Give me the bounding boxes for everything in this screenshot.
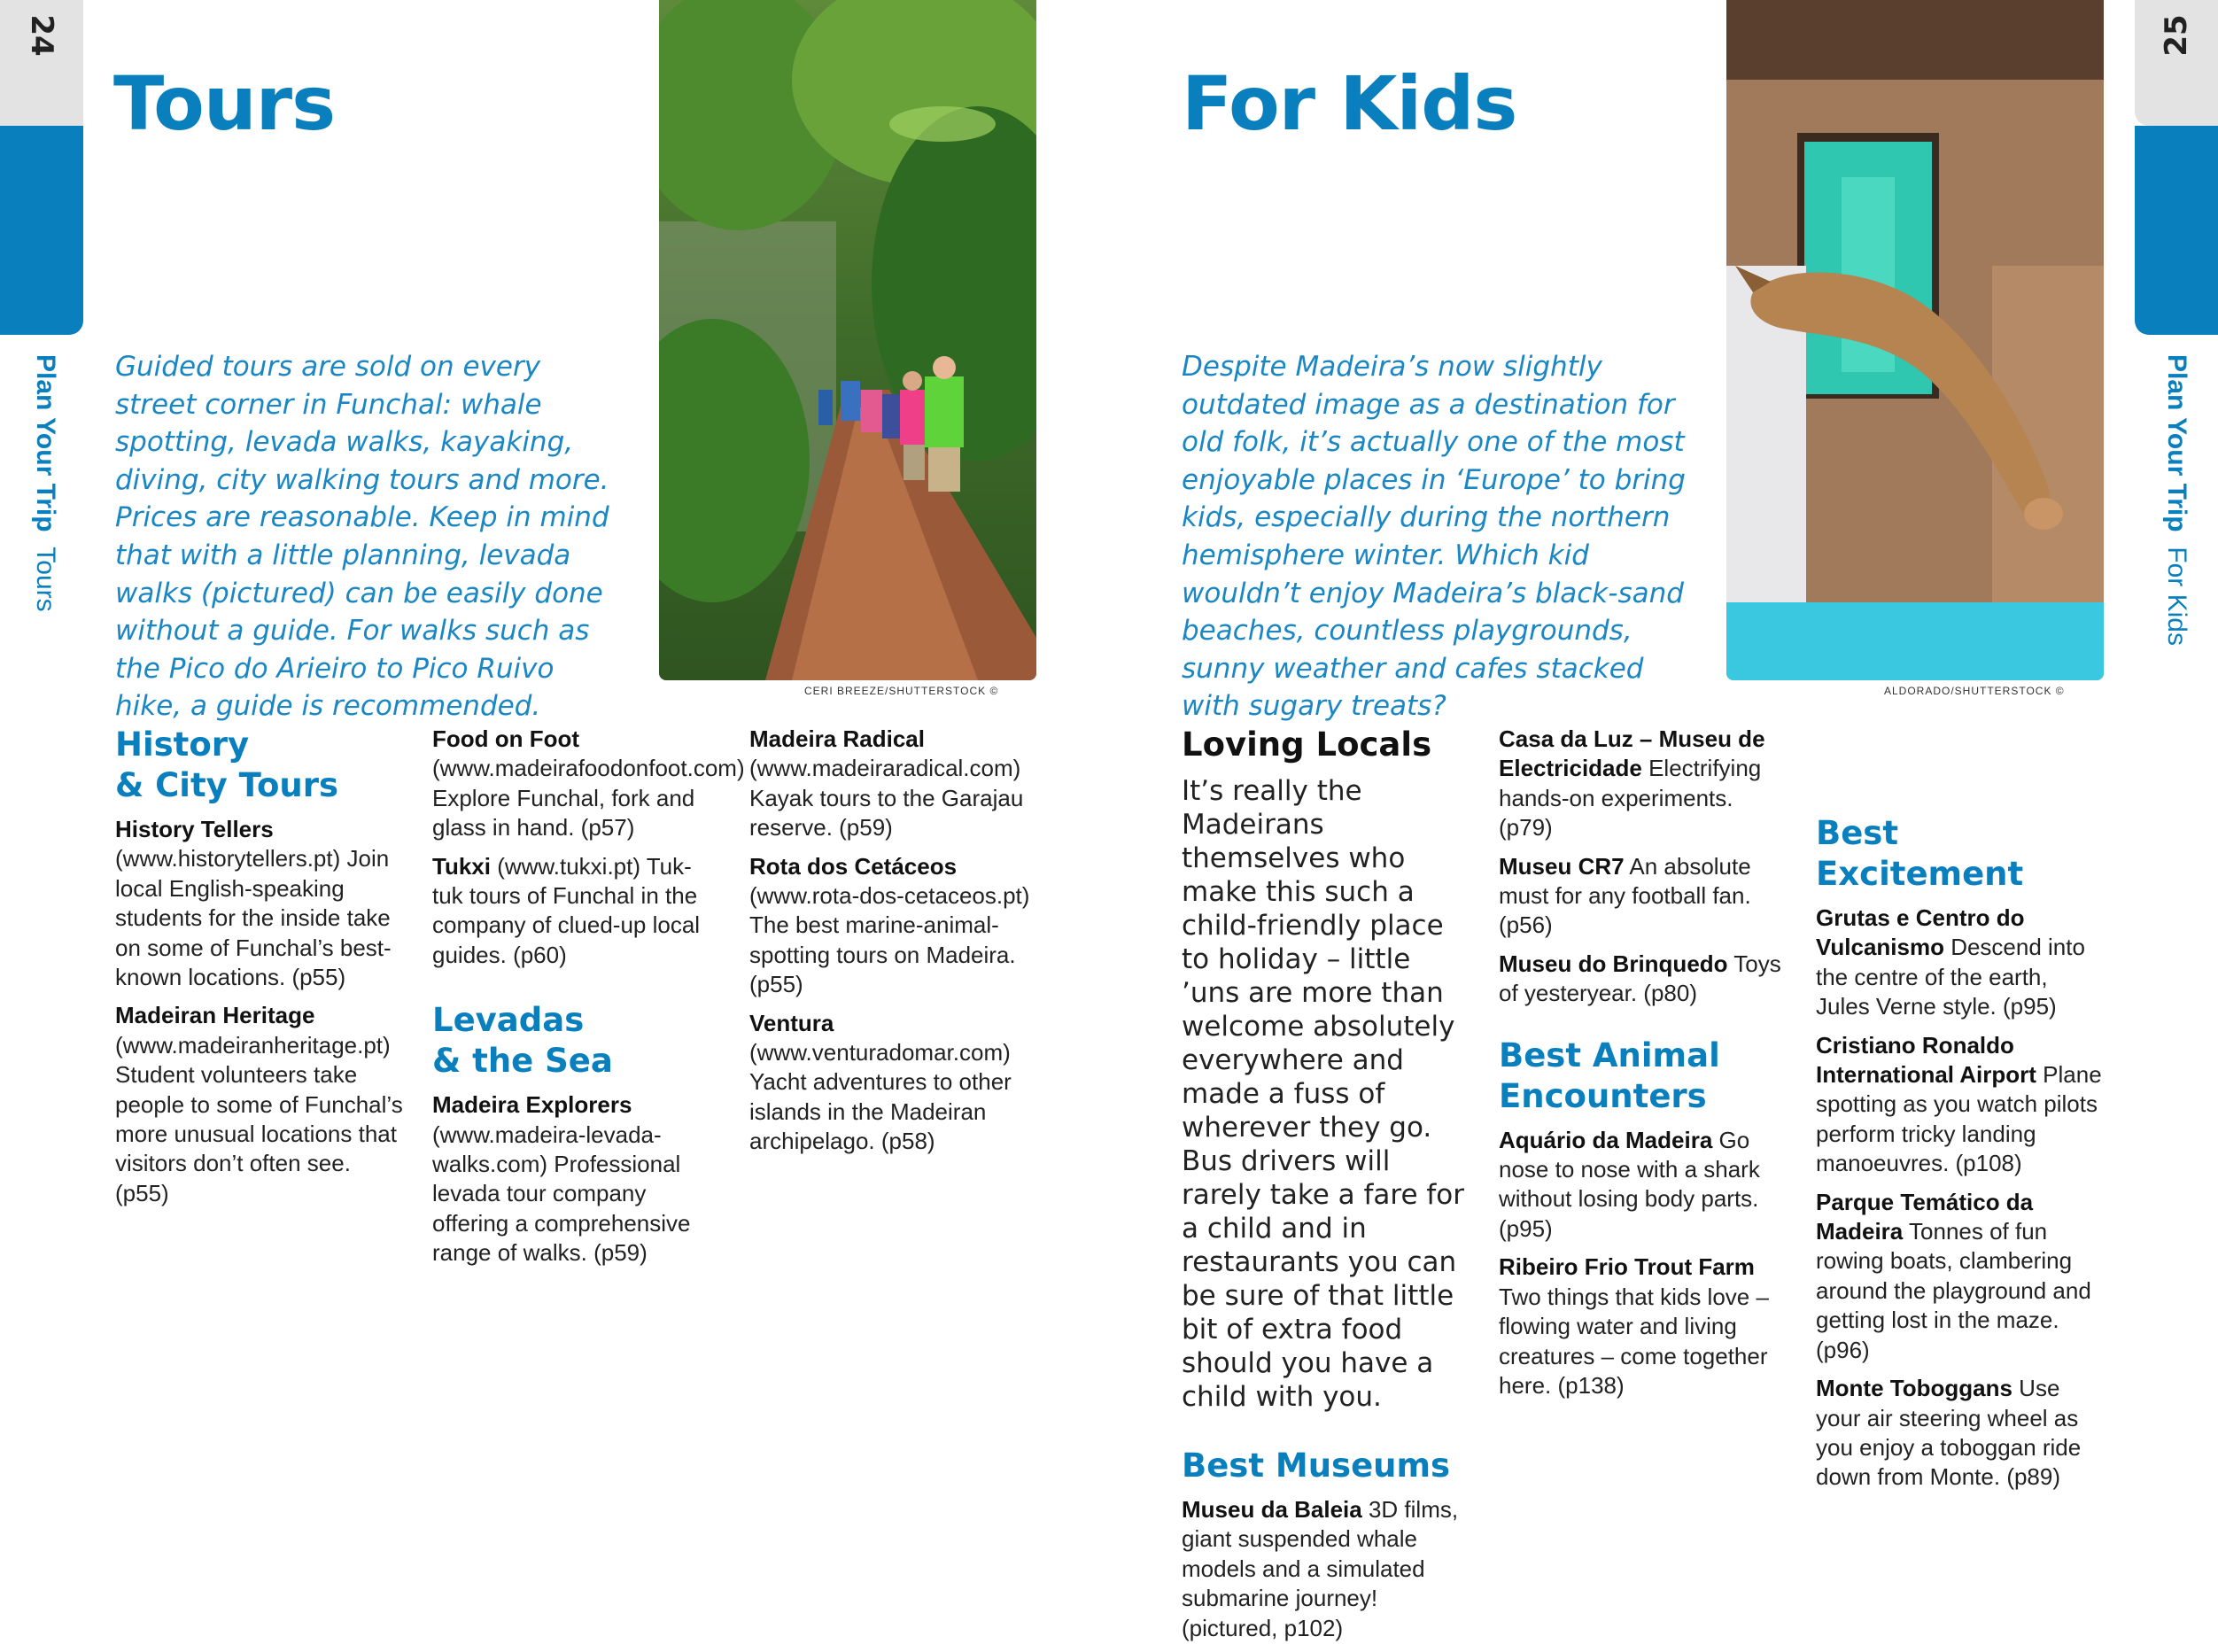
- left-section-tab: [0, 126, 83, 335]
- entry-ribeiro-frio: Ribeiro Frio Trout Farm Two things that kids love – flowing water and living creatures – come together here. (p138): [1499, 1253, 1769, 1399]
- for-kids-intro: Despite Madeira’s now slightly outdated image as a destination for old folk, it’s actually one of the most enjoyable places in ‘Europe’ to bring kids, especially during the northern hemisphere winter. Which kid wouldn’t enjoy Madeira’s black-sand beaches, countless playgrounds, sunny weather and cafes stacked with sugary treats?: [1182, 351, 1686, 723]
- tours-title: Tours: [113, 60, 336, 147]
- left-section-label: Plan Your Trip: [31, 354, 60, 532]
- best-museums-heading: Best Museums: [1182, 1446, 1451, 1485]
- tours-photo-credit: CERI BREEZE/SHUTTERSTOCK ©: [804, 685, 999, 697]
- entry-madeiran-heritage: Madeiran Heritage (www.madeiranheritage.pt) Student volunteers take people to some of Funchal’s more unusual locations that visitors don’t often see. (p55): [115, 1002, 403, 1206]
- kids-photo-credit: ALDORADO/SHUTTERSTOCK ©: [1884, 685, 2065, 697]
- tours-column-1: [115, 725, 403, 1217]
- entry-food-on-foot: Food on Foot (www.madeirafoodonfoot.com) Explore Funchal, fork and glass in hand. (p57): [432, 725, 745, 842]
- kids-column-3: [1816, 725, 2104, 1501]
- right-section-tab: [2135, 126, 2218, 335]
- entry-cr-airport: Cristiano Ronaldo International Airport Plane spotting as you watch pilots perform tricky landing manoeuvres. (p108): [1816, 1031, 2102, 1177]
- loving-locals-text: It’s really the Madeirans themselves who make this such a child-friendly place to holiday – little ’uns are more than welcome absolutely everywhere and made a fuss of wherever they go. Bus drivers will rarely take a fare for a child and in restaurants you can be sure of that little bit of extra food should you have a child with you.: [1182, 775, 1464, 1413]
- levadas-sea-heading: Levadas & the Sea: [432, 1001, 613, 1081]
- loving-locals-heading: Loving Locals: [1182, 725, 1432, 764]
- entry-history-tellers: History Tellers (www.historytellers.pt) Join local English-speaking students for the inside take on some of Funchal’s best-known locations. (p55): [115, 816, 392, 991]
- entry-ventura: Ventura (www.venturadomar.com) Yacht adventures to other islands in the Madeiran archipelago. (p58): [749, 1009, 1012, 1155]
- right-page-number-tab: [2135, 0, 2218, 126]
- left-page-number: 24: [24, 14, 59, 57]
- tours-column-3: [749, 725, 1037, 1166]
- entry-museu-cr7: Museu CR7 An absolute must for any football fan. (p56): [1499, 852, 1751, 939]
- for-kids-title: For Kids: [1182, 60, 1517, 147]
- entry-parque-tematico: Parque Temático da Madeira Tonnes of fun rowing boats, clambering around the playground and getting lost in the maze. (p96): [1816, 1188, 2091, 1363]
- left-running-head: [0, 354, 83, 619]
- history-city-tours-heading: History & City Tours: [115, 725, 339, 804]
- entry-madeira-radical: Madeira Radical (www.madeiraradical.com) Kayak tours to the Garajau reserve. (p59): [749, 725, 1024, 842]
- seal-museum-photo: [1726, 0, 2104, 680]
- entry-museu-do-brinquedo: Museu do Brinquedo Toys of yesteryear. (p80): [1499, 950, 1781, 1007]
- entry-madeira-explorers: Madeira Explorers (www.madeira-levada-walks.com) Professional levada tour company offering a comprehensive range of walks. (p59): [432, 1091, 691, 1267]
- best-excitement-heading: Best Excitement: [1816, 814, 2024, 893]
- left-page-number-tab: [0, 0, 83, 126]
- entry-museu-da-baleia: Museu da Baleia 3D films, giant suspended whale models and a simulated submarine journey! (pictured, p102): [1182, 1496, 1459, 1641]
- entry-monte-toboggans: Monte Toboggans Use your air steering wheel as you enjoy a toboggan ride down from Monte. (p89): [1816, 1375, 2082, 1491]
- tours-column-2: [432, 725, 745, 1277]
- kids-column-2: [1499, 725, 1787, 1409]
- best-animal-encounters-heading: Best Animal Encounters: [1499, 1035, 1720, 1115]
- entry-tukxi: Tukxi (www.tukxi.pt) Tuk-tuk tours of Funchal in the company of clued-up local guides. (p60): [432, 852, 701, 968]
- right-page-number: 25: [2159, 14, 2194, 57]
- kids-column-1: [1182, 725, 1474, 1652]
- tours-intro: Guided tours are sold on every street corner in Funchal: whale spotting, levada walks, kayaking, diving, city walking tours and more. Prices are reasonable. Keep in mind that with a little planning, levada walks (pictured) can be easily done without a guide. For walks such as the Pico do Arieiro to Pico Ruivo hike, a guide is recommended.: [115, 351, 609, 723]
- left-subsection-label: Tours: [31, 547, 60, 612]
- entry-aquario-da-madeira: Aquário da Madeira Go nose to nose with a shark without losing body parts. (p95): [1499, 1126, 1760, 1242]
- entry-rota-dos-cetaceos: Rota dos Cetáceos (www.rota-dos-cetaceos.pt) The best marine-animal-spotting tours on Madeira. (p55): [749, 852, 1030, 998]
- entry-grutas: Grutas e Centro do Vulcanismo Descend into the centre of the earth, Jules Verne style. (p95): [1816, 904, 2085, 1020]
- right-subsection-label: For Kids: [2162, 547, 2191, 646]
- right-running-head: [2135, 354, 2218, 653]
- hikers-levada-photo: [659, 0, 1036, 680]
- right-section-label: Plan Your Trip: [2162, 354, 2191, 532]
- entry-casa-da-luz: Casa da Luz – Museu de Electricidade Electrifying hands-on experiments. (p79): [1499, 725, 1765, 842]
